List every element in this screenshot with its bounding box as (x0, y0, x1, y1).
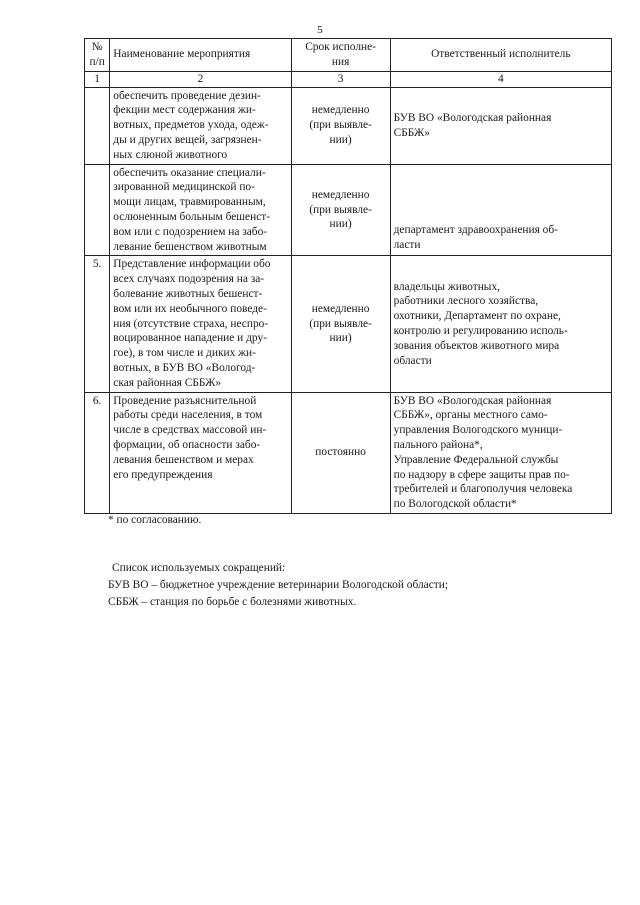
table-row (85, 164, 612, 256)
row-num: 5. (85, 256, 110, 392)
row-num (85, 164, 110, 256)
row-responsible: владельцы животных, работники лесного хозяйства, охотники, Департамент по охране, контролю и регулированию исполь- зования объектов животного мира области (390, 256, 611, 392)
page-number: 5 (317, 24, 323, 36)
abbreviation-item: БУВ ВО – бюджетное учреждение ветеринарии Вологодской области; (108, 579, 449, 591)
row-name: обеспечить проведение дезин- фекции мест содержания жи- вотных, предметов ухода, одеж- ды и других вещей, загрязнен- ных слюной животного (110, 87, 291, 164)
footnote: * по согласованию. (108, 514, 202, 526)
row-name: Представление информации обо всех случаях подозрения на за- болевание животных бешенст- вом или их необычного поведе- ния (отсутствие страха, неспро- воцированное нападение и дру- гое), в том числе и диких жи- вотных, в БУВ ВО «Вологод- ская районная СББЖ» (110, 256, 291, 392)
header-num: № п/п (85, 39, 110, 72)
header-name: Наименование мероприятия (110, 39, 291, 72)
row-name: обеспечить оказание специали- зированной медицинской по- мощи лицам, травмированным, ослюненным больным бешенст- вом или с подозрением на забо- левание бешенством животным (110, 164, 291, 256)
abbreviations-title: Список используемых сокращений: (112, 562, 286, 574)
row-num (85, 87, 110, 164)
table-row (85, 392, 612, 513)
row-responsible: департамент здравоохранения об- ласти (390, 164, 611, 256)
row-deadline: немедленно (при выявле- нии) (291, 164, 390, 256)
row-deadline: постоянно (291, 392, 390, 513)
column-index: 2 (110, 71, 291, 87)
row-name: Проведение разъяснительной работы среди населения, в том числе в средствах массовой ин- формации, об опасности забо- левания бешенством и мерах его предупреждения (110, 392, 291, 513)
measures-table (84, 38, 612, 514)
header-deadline: Срок исполне- ния (291, 39, 390, 72)
abbreviation-item: СББЖ – станция по борьбе с болезнями животных. (108, 596, 357, 608)
abbreviations-list (108, 560, 448, 611)
column-index: 3 (291, 71, 390, 87)
table-row (85, 256, 612, 392)
row-deadline: немедленно (при выявле- нии) (291, 87, 390, 164)
column-index: 4 (390, 71, 611, 87)
column-index-row (85, 71, 612, 87)
row-responsible: БУВ ВО «Вологодская районная СББЖ», органы местного само- управления Вологодского муници- пального района*, Управление Федеральной службы по надзору в сфере защиты прав по- требителей и благополучия человека по Вологодской области* (390, 392, 611, 513)
column-index: 1 (85, 71, 110, 87)
table-row (85, 87, 612, 164)
row-deadline: немедленно (при выявле- нии) (291, 256, 390, 392)
table-header-row (85, 39, 612, 72)
header-responsible: Ответственный исполнитель (390, 39, 611, 72)
row-num: 6. (85, 392, 110, 513)
row-responsible: БУВ ВО «Вологодская районная СББЖ» (390, 87, 611, 164)
